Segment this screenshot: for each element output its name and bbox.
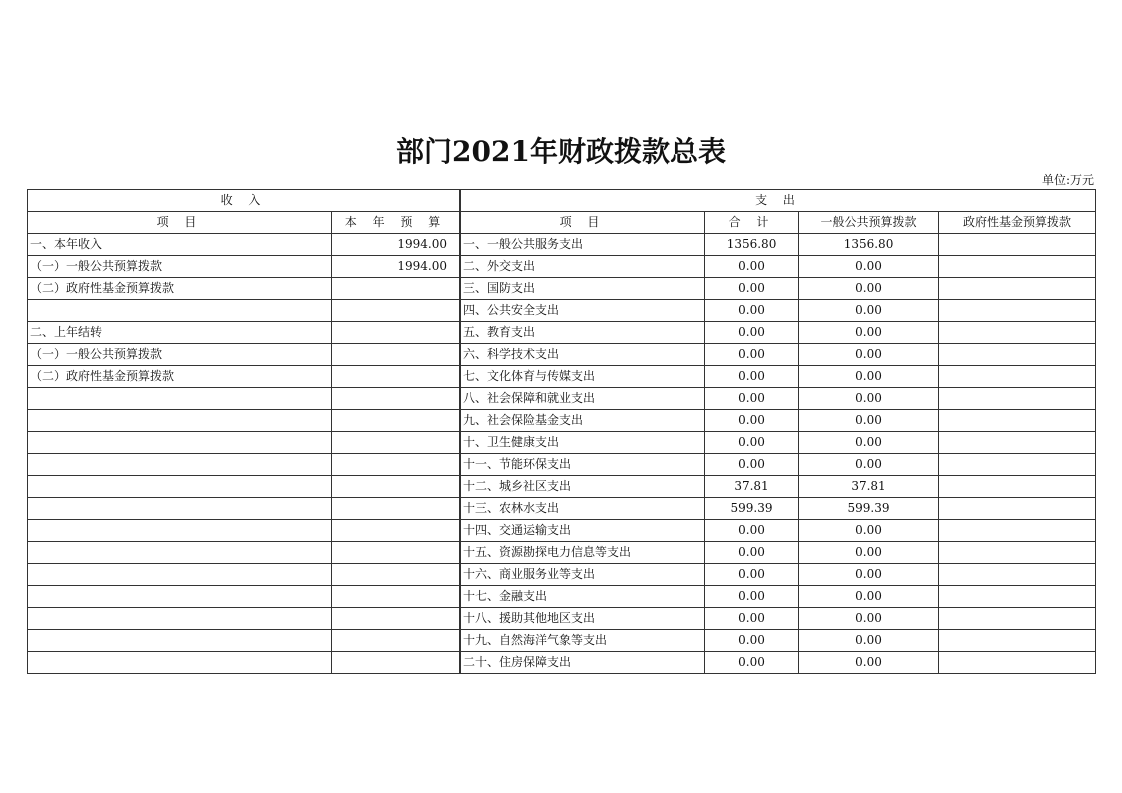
- expense-item-header: 项 目: [461, 212, 705, 234]
- expense-group-header: 支 出: [461, 190, 1096, 212]
- income-item-cell: （一）一般公共预算拨款: [28, 256, 332, 278]
- expense-total-cell: 0.00: [705, 410, 799, 432]
- income-budget-cell: [332, 454, 460, 476]
- expense-fund-cell: [939, 586, 1096, 608]
- expense-item-cell: 四、公共安全支出: [461, 300, 705, 322]
- expense-total-cell: 0.00: [705, 630, 799, 652]
- expense-general-cell: 0.00: [799, 322, 939, 344]
- income-item-header: 项 目: [28, 212, 332, 234]
- income-budget-cell: [332, 410, 460, 432]
- table-row: [28, 652, 1096, 674]
- income-item-cell: [28, 630, 332, 652]
- income-budget-cell: [332, 652, 460, 674]
- table-row: [28, 300, 1096, 322]
- expense-item-cell: 十九、自然海洋气象等支出: [461, 630, 705, 652]
- expense-fund-cell: [939, 520, 1096, 542]
- expense-fund-cell: [939, 476, 1096, 498]
- expense-general-cell: 37.81: [799, 476, 939, 498]
- table-row: [28, 454, 1096, 476]
- expense-general-cell: 599.39: [799, 498, 939, 520]
- table-row: [28, 432, 1096, 454]
- expense-fund-cell: [939, 256, 1096, 278]
- income-item-cell: [28, 586, 332, 608]
- table-row: [28, 234, 1096, 256]
- page-title: 部门2021年财政拨款总表: [396, 135, 726, 168]
- expense-total-cell: 0.00: [705, 564, 799, 586]
- income-item-cell: [28, 564, 332, 586]
- expense-total-cell: 599.39: [705, 498, 799, 520]
- income-item-cell: [28, 410, 332, 432]
- income-item-cell: （一）一般公共预算拨款: [28, 344, 332, 366]
- expense-total-cell: 0.00: [705, 652, 799, 674]
- expense-general-cell: 0.00: [799, 432, 939, 454]
- table-row: [28, 476, 1096, 498]
- expense-total-cell: 0.00: [705, 432, 799, 454]
- expense-fund-cell: [939, 322, 1096, 344]
- expense-item-cell: 七、文化体育与传媒支出: [461, 366, 705, 388]
- income-item-cell: [28, 652, 332, 674]
- expense-item-cell: 十、卫生健康支出: [461, 432, 705, 454]
- expense-general-cell: 0.00: [799, 300, 939, 322]
- income-item-cell: 一、本年收入: [28, 234, 332, 256]
- table-row: [28, 410, 1096, 432]
- expense-item-cell: 一、一般公共服务支出: [461, 234, 705, 256]
- expense-item-cell: 十五、资源勘探电力信息等支出: [461, 542, 705, 564]
- income-item-cell: （二）政府性基金预算拨款: [28, 278, 332, 300]
- expense-fund-cell: [939, 542, 1096, 564]
- expense-fund-cell: [939, 300, 1096, 322]
- table-row: [28, 520, 1096, 542]
- income-budget-header: 本 年 预 算: [332, 212, 460, 234]
- table-row: [28, 542, 1096, 564]
- expense-fund-cell: [939, 564, 1096, 586]
- expense-total-header: 合 计: [705, 212, 799, 234]
- income-budget-cell: [332, 586, 460, 608]
- income-budget-cell: [332, 498, 460, 520]
- income-budget-cell: [332, 388, 460, 410]
- expense-item-cell: 五、教育支出: [461, 322, 705, 344]
- expense-general-cell: 0.00: [799, 564, 939, 586]
- table-row: [28, 608, 1096, 630]
- income-item-cell: [28, 432, 332, 454]
- expense-fund-cell: [939, 608, 1096, 630]
- expense-fund-cell: [939, 454, 1096, 476]
- group-header-row: [28, 190, 1096, 212]
- expense-total-cell: 0.00: [705, 542, 799, 564]
- income-item-cell: [28, 388, 332, 410]
- table-row: [28, 322, 1096, 344]
- income-item-cell: [28, 454, 332, 476]
- expense-general-cell: 0.00: [799, 586, 939, 608]
- expense-item-cell: 九、社会保险基金支出: [461, 410, 705, 432]
- income-item-cell: （二）政府性基金预算拨款: [28, 366, 332, 388]
- table-row: [28, 388, 1096, 410]
- expense-general-cell: 0.00: [799, 608, 939, 630]
- expense-item-cell: 十三、农林水支出: [461, 498, 705, 520]
- expense-fund-cell: [939, 278, 1096, 300]
- expense-total-cell: 0.00: [705, 586, 799, 608]
- income-budget-cell: [332, 278, 460, 300]
- expense-total-cell: 0.00: [705, 322, 799, 344]
- income-group-header: 收 入: [28, 190, 460, 212]
- expense-fund-cell: [939, 344, 1096, 366]
- income-item-cell: [28, 520, 332, 542]
- table-row: [28, 256, 1096, 278]
- expense-fund-cell: [939, 410, 1096, 432]
- expense-total-cell: 0.00: [705, 366, 799, 388]
- income-budget-cell: [332, 608, 460, 630]
- expense-total-cell: 37.81: [705, 476, 799, 498]
- expense-general-cell: 0.00: [799, 454, 939, 476]
- expense-item-cell: 十四、交通运输支出: [461, 520, 705, 542]
- income-item-cell: [28, 608, 332, 630]
- expense-fund-cell: [939, 498, 1096, 520]
- expense-total-cell: 0.00: [705, 454, 799, 476]
- expense-general-cell: 0.00: [799, 366, 939, 388]
- expense-item-cell: 十六、商业服务业等支出: [461, 564, 705, 586]
- expense-item-cell: 十八、援助其他地区支出: [461, 608, 705, 630]
- income-budget-cell: [332, 344, 460, 366]
- column-header-row: [28, 212, 1096, 234]
- expense-general-cell: 0.00: [799, 652, 939, 674]
- table-row: [28, 278, 1096, 300]
- expense-general-header: 一般公共预算拨款: [799, 212, 939, 234]
- income-budget-cell: [332, 630, 460, 652]
- budget-table: [27, 189, 1096, 674]
- income-item-cell: [28, 542, 332, 564]
- income-item-cell: [28, 300, 332, 322]
- expense-fund-header: 政府性基金预算拨款: [939, 212, 1096, 234]
- income-budget-cell: [332, 322, 460, 344]
- expense-item-cell: 八、社会保障和就业支出: [461, 388, 705, 410]
- income-budget-cell: [332, 432, 460, 454]
- expense-general-cell: 0.00: [799, 388, 939, 410]
- expense-total-cell: 0.00: [705, 520, 799, 542]
- expense-general-cell: 1356.80: [799, 234, 939, 256]
- income-item-cell: 二、上年结转: [28, 322, 332, 344]
- expense-fund-cell: [939, 652, 1096, 674]
- expense-item-cell: 三、国防支出: [461, 278, 705, 300]
- income-item-cell: [28, 498, 332, 520]
- expense-item-cell: 十一、节能环保支出: [461, 454, 705, 476]
- expense-fund-cell: [939, 366, 1096, 388]
- expense-item-cell: 六、科学技术支出: [461, 344, 705, 366]
- table-row: [28, 586, 1096, 608]
- expense-fund-cell: [939, 388, 1096, 410]
- income-budget-cell: [332, 476, 460, 498]
- expense-general-cell: 0.00: [799, 278, 939, 300]
- income-budget-cell: 1994.00: [332, 256, 460, 278]
- expense-fund-cell: [939, 432, 1096, 454]
- expense-total-cell: 0.00: [705, 388, 799, 410]
- expense-general-cell: 0.00: [799, 542, 939, 564]
- expense-total-cell: 1356.80: [705, 234, 799, 256]
- expense-total-cell: 0.00: [705, 300, 799, 322]
- income-item-cell: [28, 476, 332, 498]
- table-row: [28, 366, 1096, 388]
- income-budget-cell: [332, 366, 460, 388]
- table-row: [28, 344, 1096, 366]
- expense-item-cell: 十七、金融支出: [461, 586, 705, 608]
- income-budget-cell: 1994.00: [332, 234, 460, 256]
- income-budget-cell: [332, 542, 460, 564]
- expense-general-cell: 0.00: [799, 630, 939, 652]
- table-row: [28, 498, 1096, 520]
- expense-general-cell: 0.00: [799, 410, 939, 432]
- expense-general-cell: 0.00: [799, 344, 939, 366]
- expense-total-cell: 0.00: [705, 608, 799, 630]
- income-budget-cell: [332, 520, 460, 542]
- expense-general-cell: 0.00: [799, 256, 939, 278]
- expense-item-cell: 二十、住房保障支出: [461, 652, 705, 674]
- income-budget-cell: [332, 300, 460, 322]
- expense-general-cell: 0.00: [799, 520, 939, 542]
- table-row: [28, 630, 1096, 652]
- expense-total-cell: 0.00: [705, 344, 799, 366]
- expense-total-cell: 0.00: [705, 256, 799, 278]
- table-row: [28, 564, 1096, 586]
- unit-label: 单位:万元: [1041, 173, 1094, 187]
- expense-total-cell: 0.00: [705, 278, 799, 300]
- expense-fund-cell: [939, 630, 1096, 652]
- expense-fund-cell: [939, 234, 1096, 256]
- income-budget-cell: [332, 564, 460, 586]
- expense-item-cell: 十二、城乡社区支出: [461, 476, 705, 498]
- expense-item-cell: 二、外交支出: [461, 256, 705, 278]
